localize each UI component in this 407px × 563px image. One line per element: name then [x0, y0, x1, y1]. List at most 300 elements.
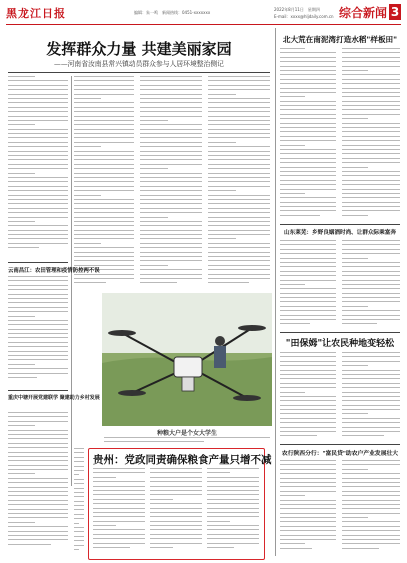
text-line	[8, 359, 68, 360]
text-line	[280, 418, 336, 419]
text-line	[74, 501, 84, 502]
text-line	[8, 195, 68, 196]
text-line	[342, 539, 400, 540]
text-line	[280, 70, 336, 71]
text-line	[93, 472, 145, 473]
text-line	[280, 74, 336, 75]
text-line	[8, 129, 68, 130]
text-line	[8, 177, 68, 178]
text-line	[280, 136, 336, 137]
text-line	[8, 342, 68, 343]
text-line	[342, 405, 400, 406]
text-line	[280, 171, 336, 172]
text-line	[8, 302, 68, 303]
text-line	[207, 529, 259, 530]
text-line	[8, 94, 68, 95]
text-line	[208, 221, 270, 222]
right-story-4-col-2	[342, 460, 400, 556]
text-line	[280, 374, 336, 375]
text-line	[150, 499, 173, 500]
text-line	[280, 101, 336, 102]
featured-story-headline: 贵州：党政同责确保粮食产量只增不减	[93, 454, 272, 466]
right-story-1-col-1	[280, 48, 336, 220]
text-line	[280, 486, 336, 487]
text-line	[280, 206, 336, 207]
text-line	[8, 234, 68, 235]
text-line	[150, 481, 202, 482]
text-line	[208, 124, 270, 125]
text-line	[208, 256, 270, 257]
text-line	[8, 298, 68, 299]
text-line	[8, 447, 68, 448]
text-line	[280, 495, 305, 496]
text-line	[8, 80, 68, 81]
text-line	[342, 88, 400, 89]
text-line	[74, 247, 134, 248]
text-line	[74, 199, 134, 200]
text-line	[280, 284, 305, 285]
text-line	[280, 504, 336, 505]
text-line	[280, 96, 305, 97]
text-line	[342, 284, 400, 285]
text-line	[342, 266, 400, 267]
text-line	[8, 355, 68, 356]
page-number: 3	[390, 5, 400, 19]
text-line	[280, 521, 336, 522]
text-line	[280, 258, 336, 259]
text-line	[74, 120, 134, 121]
text-line	[74, 146, 101, 147]
text-line	[150, 525, 202, 526]
text-line	[140, 164, 202, 165]
text-line	[93, 486, 145, 487]
text-line	[280, 301, 336, 302]
text-line	[342, 464, 400, 465]
text-line	[342, 162, 400, 163]
text-line	[342, 48, 400, 49]
brief-rule-2	[8, 390, 68, 391]
text-line	[342, 306, 368, 307]
text-line	[208, 142, 236, 143]
text-line	[74, 89, 134, 90]
text-line	[8, 155, 68, 156]
text-line	[342, 427, 400, 428]
text-line	[208, 85, 270, 86]
text-line	[8, 500, 68, 501]
text-line	[280, 370, 336, 371]
text-line	[342, 244, 400, 245]
text-line	[74, 76, 134, 77]
text-line	[74, 457, 84, 458]
text-line	[140, 151, 202, 152]
text-line	[342, 495, 400, 496]
text-line	[280, 140, 336, 141]
text-line	[280, 88, 336, 89]
text-line	[342, 460, 400, 461]
text-line	[74, 208, 134, 209]
text-line	[150, 521, 202, 522]
text-line	[342, 123, 400, 124]
text-line	[342, 262, 400, 263]
text-line	[8, 217, 68, 218]
text-line	[342, 189, 400, 190]
text-line	[140, 89, 202, 90]
text-line	[342, 249, 400, 250]
text-line	[208, 212, 270, 213]
text-line	[8, 495, 68, 496]
text-line	[8, 186, 68, 187]
text-line	[74, 124, 134, 125]
text-line	[140, 269, 202, 270]
text-line	[140, 116, 202, 117]
text-line	[140, 260, 202, 261]
text-line	[150, 472, 202, 473]
text-line	[140, 190, 202, 191]
text-line	[8, 111, 68, 112]
text-line	[208, 208, 270, 209]
text-line	[280, 118, 336, 119]
text-line	[150, 508, 202, 509]
text-line	[280, 530, 336, 531]
text-line	[8, 98, 68, 99]
text-line	[207, 543, 259, 544]
text-line	[280, 396, 336, 397]
text-line	[74, 252, 134, 253]
text-line	[342, 500, 400, 501]
main-story-col-2	[74, 76, 134, 288]
text-line	[342, 543, 400, 544]
text-line	[207, 486, 259, 487]
text-line	[280, 83, 336, 84]
main-headline: 发挥群众力量 共建美丽家园	[46, 40, 232, 58]
text-line	[208, 76, 270, 77]
text-line	[280, 167, 336, 168]
text-line	[342, 482, 400, 483]
text-line	[207, 481, 259, 482]
text-line	[8, 133, 68, 134]
text-line	[207, 512, 259, 513]
text-line	[207, 468, 259, 469]
text-line	[280, 202, 336, 203]
text-line	[74, 221, 134, 222]
text-line	[342, 293, 400, 294]
text-line	[8, 487, 68, 488]
text-line	[280, 306, 336, 307]
text-line	[74, 133, 134, 134]
text-line	[280, 149, 336, 150]
text-line	[342, 409, 400, 410]
text-line	[342, 486, 400, 487]
text-line	[207, 508, 259, 509]
right-story-4-headline: 农行陕西分行："富民贷"助农户产业发展壮大	[281, 451, 399, 457]
text-line	[8, 465, 68, 466]
text-line	[140, 225, 202, 226]
text-line	[8, 181, 68, 182]
text-line	[74, 243, 101, 244]
photo-caption-text	[104, 437, 270, 446]
text-line	[280, 378, 336, 379]
right-story-3-headline: "田保姆"让农民种地变轻松	[285, 339, 395, 349]
text-line	[280, 431, 336, 432]
text-line	[342, 400, 400, 401]
text-line	[150, 468, 202, 469]
text-line	[342, 131, 400, 132]
text-line	[280, 392, 305, 393]
text-line	[93, 499, 145, 500]
text-line	[208, 80, 270, 81]
text-line	[140, 159, 202, 160]
text-line	[74, 234, 134, 235]
text-line	[140, 230, 202, 231]
text-line	[342, 310, 400, 311]
text-line	[74, 492, 84, 493]
column-divider	[71, 76, 72, 486]
text-line	[280, 288, 336, 289]
text-line	[8, 531, 68, 532]
text-line	[140, 186, 202, 187]
text-line	[93, 521, 145, 522]
right-story-3-col-2	[342, 352, 400, 440]
text-line	[208, 186, 270, 187]
text-line	[150, 543, 202, 544]
text-line	[74, 186, 134, 187]
text-line	[280, 131, 336, 132]
header-date: 2022年8月11日 星期四	[274, 7, 320, 12]
text-line	[8, 491, 68, 492]
right-rule-1	[280, 224, 400, 225]
text-line	[150, 512, 202, 513]
text-line	[74, 107, 134, 108]
text-line	[280, 271, 336, 272]
text-line	[342, 92, 400, 93]
text-line	[140, 195, 202, 196]
text-line	[150, 490, 202, 491]
text-line	[280, 478, 336, 479]
text-line	[74, 461, 84, 462]
text-line	[342, 140, 400, 141]
text-line	[342, 535, 400, 536]
text-line	[342, 315, 400, 316]
right-story-3-col-1	[280, 352, 336, 440]
text-line	[342, 149, 400, 150]
brief-body-1	[8, 276, 68, 386]
brief-body-2	[8, 412, 68, 552]
text-line	[74, 474, 79, 475]
text-line	[8, 430, 68, 431]
text-line	[140, 133, 202, 134]
text-line	[74, 190, 134, 191]
text-line	[74, 181, 134, 182]
text-line	[342, 145, 400, 146]
text-line	[74, 505, 84, 506]
text-line	[140, 177, 202, 178]
brief-headline-1: 云南昌江：农田管理和疫情防控两不误	[8, 268, 100, 274]
featured-story-col-1	[93, 468, 145, 554]
text-line	[8, 421, 68, 422]
text-line	[280, 52, 336, 53]
text-line	[342, 167, 368, 168]
text-line	[140, 282, 177, 283]
text-line	[74, 514, 84, 515]
text-line	[280, 513, 336, 514]
text-line	[74, 496, 84, 497]
text-line	[342, 127, 400, 128]
text-line	[280, 297, 336, 298]
text-line	[342, 361, 400, 362]
text-line	[342, 66, 400, 67]
main-headline-rule	[8, 72, 270, 73]
text-line	[280, 539, 336, 540]
text-line	[93, 481, 145, 482]
text-line	[140, 212, 202, 213]
text-line	[208, 98, 270, 99]
section-title: 综合新闻	[338, 6, 387, 20]
text-line	[342, 297, 400, 298]
text-line	[342, 530, 400, 531]
text-line	[150, 534, 202, 535]
text-line	[280, 123, 336, 124]
text-line	[342, 61, 400, 62]
text-line	[74, 278, 134, 279]
right-story-1-col-2	[342, 48, 400, 220]
text-line	[342, 365, 368, 366]
text-line	[208, 243, 270, 244]
text-line	[342, 418, 400, 419]
text-line	[280, 197, 336, 198]
text-line	[280, 105, 336, 106]
text-line	[74, 164, 134, 165]
text-line	[342, 193, 400, 194]
text-line	[207, 490, 259, 491]
text-line	[8, 452, 68, 453]
text-line	[93, 503, 145, 504]
text-line	[74, 142, 134, 143]
text-line	[342, 413, 368, 414]
text-line	[8, 294, 68, 295]
text-line	[280, 365, 336, 366]
text-line	[208, 252, 270, 253]
text-line	[74, 470, 84, 471]
text-line	[8, 320, 68, 321]
text-line	[280, 352, 336, 353]
featured-story-col-2	[150, 468, 202, 554]
text-line	[342, 508, 400, 509]
text-line	[140, 137, 202, 138]
text-line	[8, 535, 68, 536]
text-line	[280, 240, 336, 241]
text-line	[8, 225, 68, 226]
text-line	[140, 278, 202, 279]
text-line	[280, 383, 336, 384]
text-line	[280, 361, 336, 362]
brief-rule-1	[8, 262, 68, 263]
text-line	[74, 177, 134, 178]
text-line	[140, 173, 202, 174]
text-line	[74, 85, 134, 86]
text-line	[342, 240, 400, 241]
text-line	[8, 230, 68, 231]
text-line	[74, 195, 101, 196]
text-line	[74, 94, 134, 95]
text-line	[74, 540, 84, 541]
text-line	[208, 111, 270, 112]
text-line	[208, 278, 270, 279]
text-line	[74, 212, 134, 213]
text-line	[104, 437, 270, 438]
text-line	[280, 422, 336, 423]
text-line	[74, 488, 84, 489]
text-line	[342, 396, 400, 397]
text-line	[342, 374, 400, 375]
text-line	[140, 217, 168, 218]
text-line	[8, 124, 35, 125]
text-line	[280, 535, 336, 536]
text-line	[8, 307, 68, 308]
text-line	[74, 168, 134, 169]
text-line	[208, 159, 270, 160]
text-line	[74, 155, 134, 156]
text-line	[8, 137, 68, 138]
brief-headline-2: 重庆中塘开展党建联学 聚建助力乡村发展	[8, 395, 100, 401]
text-line	[208, 260, 270, 261]
text-line	[8, 522, 35, 523]
text-line	[74, 203, 134, 204]
right-rule-3	[280, 444, 400, 445]
text-line	[150, 503, 202, 504]
text-line	[74, 230, 134, 231]
text-line	[74, 523, 79, 524]
text-line	[208, 203, 270, 204]
text-line	[74, 549, 79, 550]
text-line	[8, 434, 68, 435]
text-line	[140, 124, 202, 125]
text-line	[208, 247, 270, 248]
text-line	[150, 486, 202, 487]
text-line	[74, 111, 134, 112]
header-issue: 编辑：朱一鸣 新闻热线：0451-xxxxxxx	[134, 10, 211, 15]
text-line	[342, 504, 400, 505]
text-line	[280, 543, 305, 544]
text-line	[207, 516, 259, 517]
text-line	[93, 538, 145, 539]
text-line	[8, 473, 35, 474]
text-line	[74, 282, 106, 283]
text-line	[208, 151, 270, 152]
text-line	[280, 460, 336, 461]
text-line	[342, 118, 368, 119]
text-line	[342, 548, 379, 549]
text-line	[342, 323, 377, 324]
text-line	[8, 482, 68, 483]
text-line	[342, 392, 400, 393]
text-line	[74, 238, 134, 239]
text-line	[93, 547, 130, 548]
text-line	[342, 57, 400, 58]
text-line	[93, 508, 145, 509]
text-line	[342, 52, 400, 53]
text-line	[280, 184, 336, 185]
text-line	[280, 280, 336, 281]
text-line	[8, 102, 68, 103]
text-line	[74, 225, 134, 226]
text-line	[280, 323, 310, 324]
text-line	[140, 234, 202, 235]
text-line	[280, 405, 336, 406]
text-line	[208, 190, 236, 191]
text-line	[208, 129, 270, 130]
photo-illustration	[102, 293, 272, 426]
text-line	[208, 269, 270, 270]
